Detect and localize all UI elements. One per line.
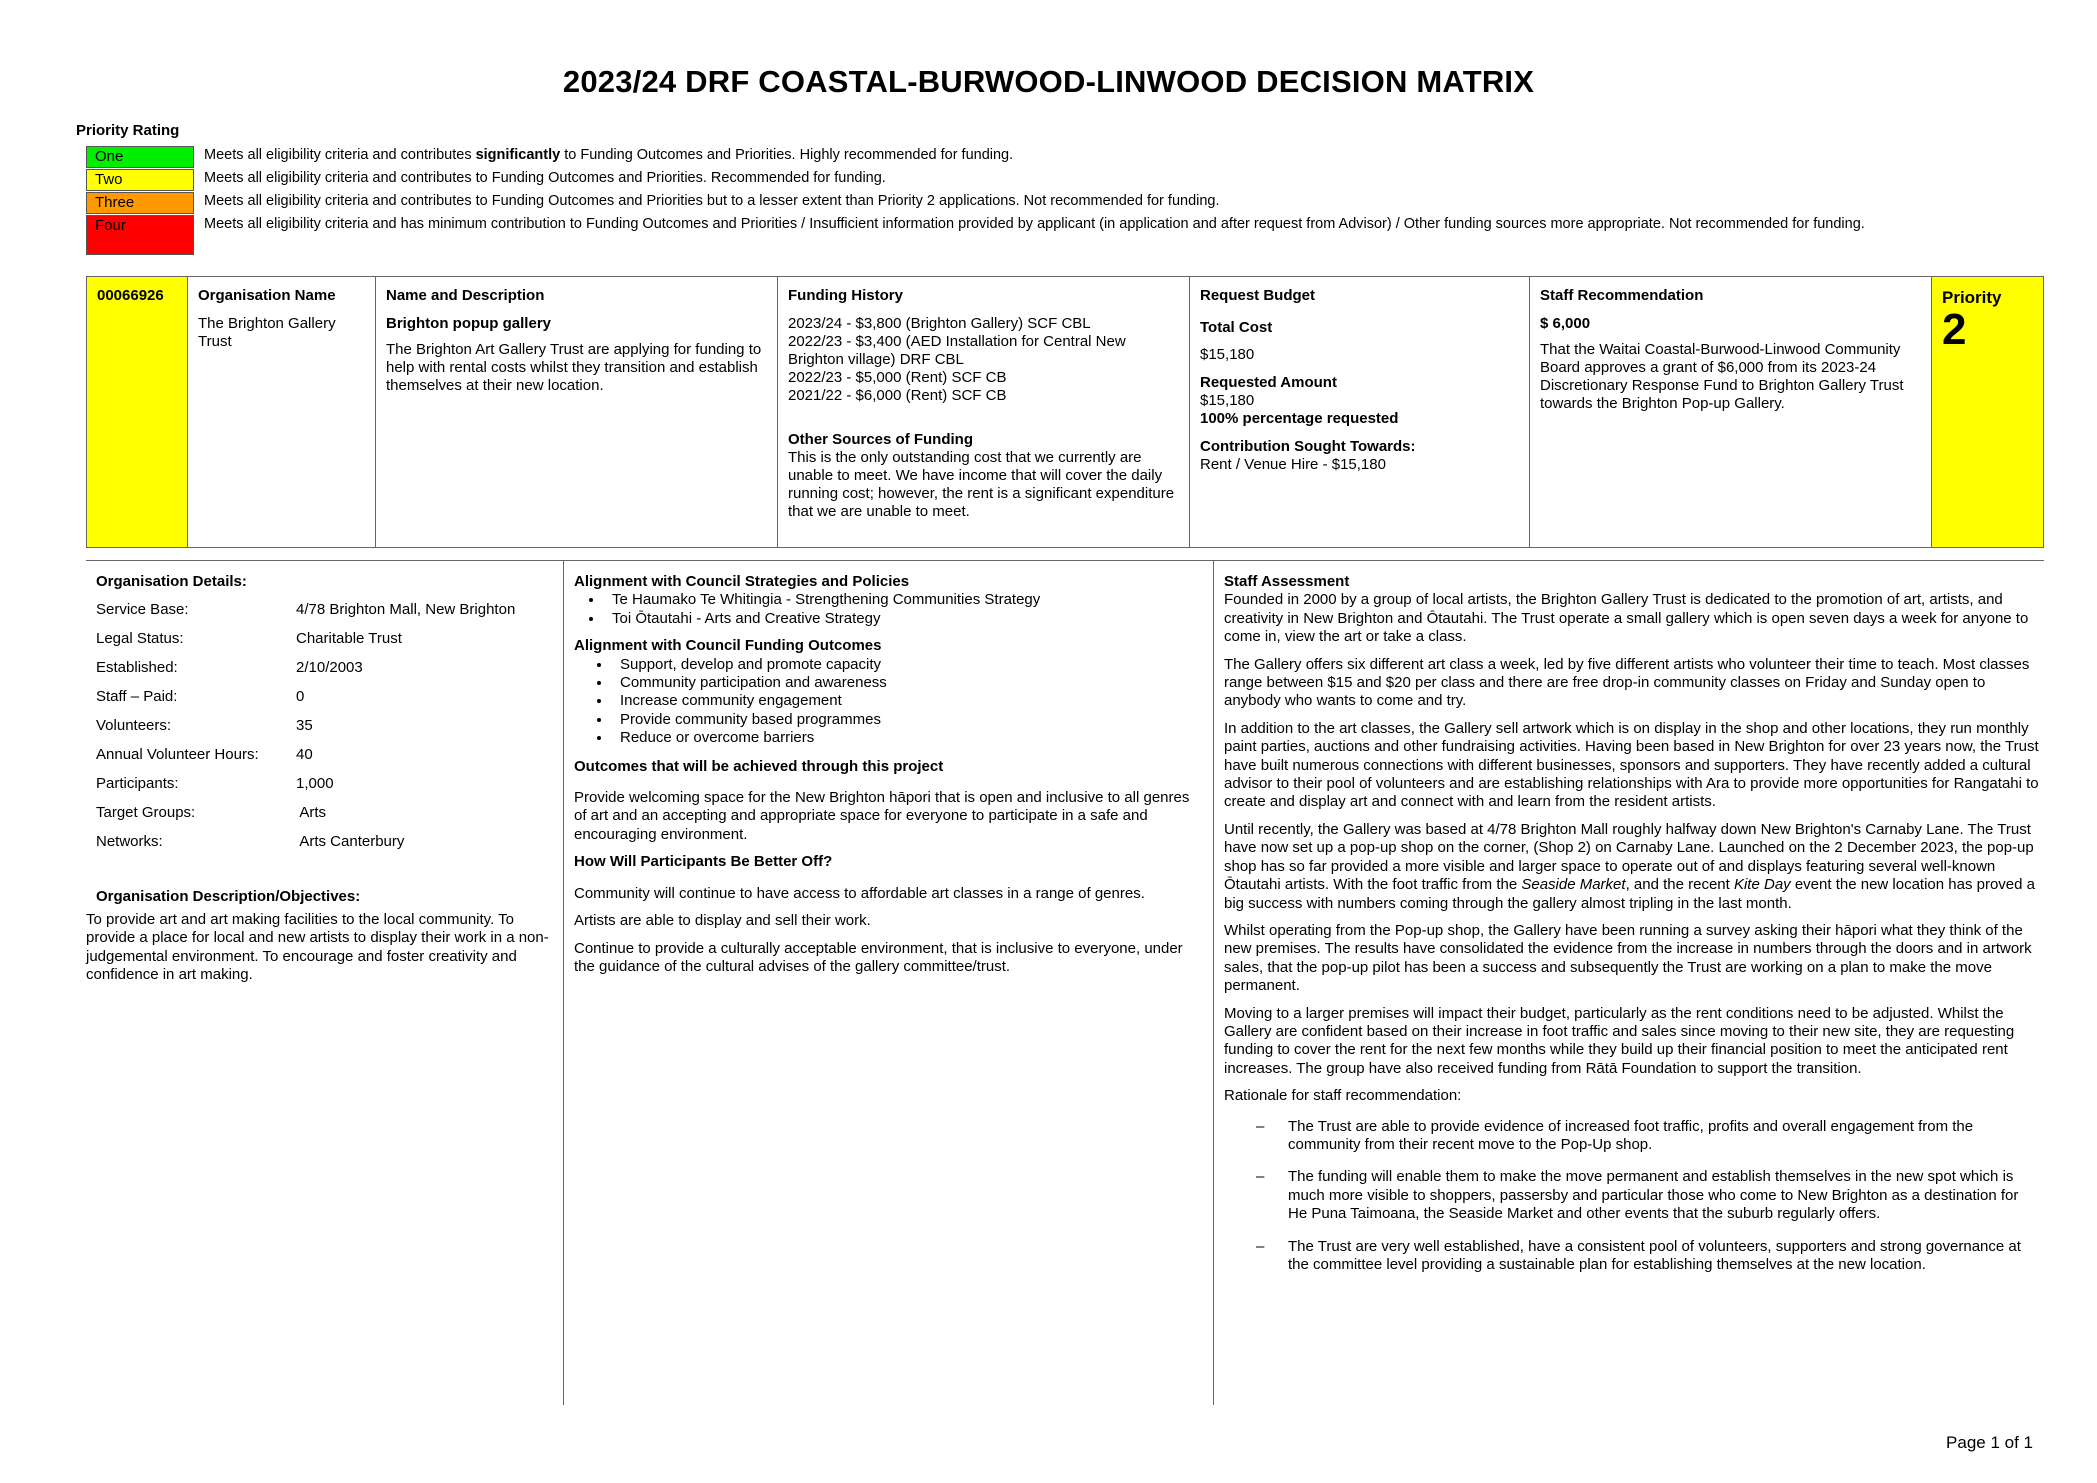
detail-key: Legal Status: — [96, 630, 184, 648]
organisation-name-heading: Organisation Name — [198, 287, 336, 304]
page-number: Page 1 of 1 — [1946, 1433, 2033, 1452]
funding-outcomes-list — [574, 656, 1205, 748]
priority-desc-three: Meets all eligibility criteria and contributes to Funding Outcomes and Priorities but to a lesser extent than Priority 2 applications. Not recommended for funding. — [204, 193, 1220, 209]
funding-history-item: 2021/22 - $6,000 (Rent) SCF CB — [788, 387, 1007, 404]
staff-assessment-heading: Staff Assessment — [1224, 573, 1350, 590]
total-cost-value: $15,180 — [1200, 346, 1255, 363]
organisation-details-heading: Organisation Details: — [96, 573, 247, 590]
funding-history-item: 2022/23 - $5,000 (Rent) SCF CB — [788, 369, 1007, 386]
better-off-item: Community will continue to have access to affordable art classes in a range of genres. — [574, 884, 1145, 902]
priority-label-three: Three — [86, 192, 194, 214]
detail-row-networks — [96, 833, 553, 862]
funding-outcomes-heading: Alignment with Council Funding Outcomes — [574, 637, 882, 655]
list-item: • Te Haumako Te Whitingia - Strengthening Communities Strategy — [604, 591, 1205, 609]
priority-heading: Priority — [1942, 288, 2002, 307]
requested-amount-value: $15,180 — [1200, 392, 1255, 409]
detail-row-legal-status — [96, 630, 553, 659]
detail-row-service-base — [96, 601, 553, 630]
priority-rating-row-four — [86, 215, 2036, 255]
staff-recommendation-heading: Staff Recommendation — [1540, 287, 1704, 304]
staff-assessment-paragraph: Moving to a larger premises will impact their budget, particularly as the rent conditions need to be adjusted. Whilst the Gallery are confident based on their increase in foot traffic and sales since moving to their new site, they are requesting funding to cover the rent for the next few months while they build up their financial position to meet the anticipated rent increases. The group have also received funding from Rātā Foundation to support the transition. — [1224, 1004, 2015, 1077]
detail-key: Networks: — [96, 833, 163, 851]
staff-assessment-paragraph: Until recently, the Gallery was based at 4/78 Brighton Mall roughly halfway down New Brighton's Carnaby Lane. The Trust have now set up a pop-up shop on the corner, (Shop 2) on Carnaby Lane. Launched on the 2 December 2023, the pop-up shop has so far provided a more visible and larger space to operate out of and displays featuring several well-known Ōtautahi artists. With the foot traffic from the Seaside Market, and the recent Kite Day event the new location has proved a big success with numbers coming through the gallery almost tripling in the last month. — [1224, 820, 2036, 912]
staff-assessment-paragraph: Whilst operating from the Pop-up shop, the Gallery have been running a survey asking their hāpori what they think of the new premises. The results have consolidated the evidence from the increase in numbers through the doors and in artwork sales, that the pop-up pilot has been a success and subsequently the Trust are working on a plan to make the move permanent. — [1224, 921, 2032, 995]
document-title: 2023/24 DRF COASTAL-BURWOOD-LINWOOD DECISION MATRIX — [562, 64, 1535, 99]
detail-value: Charitable Trust — [296, 630, 402, 648]
contribution-value: Rent / Venue Hire - $15,180 — [1200, 456, 1386, 473]
list-item: • Support, develop and promote capacity — [612, 656, 1205, 674]
list-item: • Provide community based programmes — [612, 711, 1205, 729]
name-description-heading: Name and Description — [386, 287, 545, 304]
priority-cell — [1932, 277, 2043, 547]
better-off-item: Continue to provide a culturally acceptable environment, that is inclusive to everyone, under the guidance of the cultural advises of the gallery committee/trust. — [574, 939, 1183, 975]
outcomes-achieved-text: Provide welcoming space for the New Brighton hāpori that is open and inclusive to all genres of art and an accepting and appropriate space for everyone to participate in a safe and encouraging environment. — [574, 789, 1190, 843]
detail-key: Annual Volunteer Hours: — [96, 746, 259, 764]
organisation-description-heading: Organisation Description/Objectives: — [96, 888, 361, 906]
detail-value: 2/10/2003 — [296, 659, 363, 677]
staff-assessment-column — [1213, 561, 2044, 1405]
assessment-section — [86, 560, 2044, 1405]
staff-recommendation-text: That the Waitai Coastal-Burwood-Linwood Community Board approves a grant of $6,000 from its 2023-24 Discretionary Response Fund to Brighton Gallery Trust towards the Brighton Pop-up Gallery. — [1540, 341, 1904, 412]
staff-assessment-paragraph: The Gallery offers six different art class a week, led by five different artists who volunteer their time to teach. Most classes range between $15 and $20 per class and there are free drop-in community classes on Friday and Sunday open to anybody who wants to come and try. — [1224, 655, 2030, 710]
priority-rating-row-one — [86, 146, 2036, 168]
detail-row-target-groups — [96, 804, 553, 833]
request-budget-heading: Request Budget — [1200, 287, 1316, 304]
priority-rating-row-three — [86, 192, 2036, 214]
contribution-label: Contribution Sought Towards: — [1200, 438, 1416, 455]
organisation-details-column — [86, 561, 563, 1405]
project-name: Brighton popup gallery — [386, 315, 551, 332]
rationale-list — [1224, 1118, 2040, 1275]
list-item: • Reduce or overcome barriers — [612, 729, 1205, 747]
detail-row-participants — [96, 775, 553, 804]
application-id: 00066926 — [97, 287, 164, 304]
detail-key: Service Base: — [96, 601, 189, 619]
rationale-item: – The funding will enable them to make the move permanent and establish themselves in the new spot which is much more visible to shoppers, passersby and particular those who come to New Brighton as a destination for He Puna Taimoana, the Seaside Market and other events that the suburb regularly offers. — [1224, 1168, 2040, 1223]
priority-desc-one: Meets all eligibility criteria and contributes significantly to Funding Outcomes and Priorities. Highly recommended for funding. — [204, 147, 1014, 163]
organisation-name: The Brighton Gallery Trust — [198, 315, 336, 350]
priority-rating-row-two — [86, 169, 2036, 191]
detail-row-volunteer-hours — [96, 746, 553, 775]
organisation-name-cell — [188, 277, 376, 547]
strategies-heading: Alignment with Council Strategies and Policies — [574, 573, 910, 590]
priority-desc-four: Meets all eligibility criteria and has minimum contribution to Funding Outcomes and Priorities / Insufficient information provided by applicant (in application and after request from Advisor) / Other funding sources more appropriate. Not recommended for funding. — [204, 216, 1865, 232]
detail-key: Target Groups: — [96, 804, 196, 822]
detail-value: 0 — [296, 688, 305, 706]
staff-recommendation-amount: $ 6,000 — [1540, 315, 1591, 332]
application-id-cell — [87, 277, 188, 547]
staff-recommendation-cell — [1530, 277, 1932, 547]
staff-assessment-paragraph: Founded in 2000 by a group of local artists, the Brighton Gallery Trust is dedicated to the promotion of art, artists, and creativity in New Brighton and Ōtautahi. The Trust operate a small gallery which is open seven days a week for anyone to come in, view the art or take a class. — [1224, 591, 2029, 646]
detail-key: Participants: — [96, 775, 179, 793]
better-off-item: Artists are able to display and sell their work. — [574, 912, 871, 930]
total-cost-label: Total Cost — [1200, 319, 1273, 336]
list-item: • Community participation and awareness — [612, 674, 1205, 692]
outcomes-achieved-heading: Outcomes that will be achieved through this project — [574, 757, 944, 775]
application-summary-table — [86, 276, 2044, 548]
funding-history-cell — [778, 277, 1190, 547]
detail-row-established — [96, 659, 553, 688]
list-item: • Increase community engagement — [612, 692, 1205, 710]
priority-desc-two: Meets all eligibility criteria and contributes to Funding Outcomes and Priorities. Recommended for funding. — [204, 170, 886, 186]
organisation-description: To provide art and art making facilities to the local community. To provide a place for local and new artists to display their work in a non-judgemental environment. To encourage and foster creativity and confidence in art making. — [86, 910, 549, 984]
priority-label-one: One — [86, 146, 194, 168]
alignment-column — [563, 561, 1213, 1405]
better-off-heading: How Will Participants Be Better Off? — [574, 853, 833, 871]
priority-label-four: Four — [86, 215, 194, 255]
detail-value: 1,000 — [296, 775, 334, 793]
detail-value: 40 — [296, 746, 313, 764]
detail-value: Arts — [296, 804, 327, 822]
priority-rating-heading: Priority Rating — [76, 122, 180, 139]
rationale-heading: Rationale for staff recommendation: — [1224, 1087, 1462, 1105]
percentage-requested: 100% percentage requested — [1200, 410, 1399, 427]
list-item: • Toi Ōtautahi - Arts and Creative Strategy — [604, 610, 1205, 628]
rationale-item: – The Trust are very well established, have a consistent pool of volunteers, supporters and strong governance at the committee level providing a sustainable plan for establishing themselves at the new location. — [1224, 1238, 2040, 1275]
request-budget-cell — [1190, 277, 1530, 547]
detail-row-staff-paid — [96, 688, 553, 717]
rationale-item: – The Trust are able to provide evidence of increased foot traffic, profits and overall engagement from the community from their recent move to the Pop-Up shop. — [1224, 1118, 2040, 1155]
other-sources-text: This is the only outstanding cost that we currently are unable to meet. We have income that will cover the daily running cost; however, the rent is a significant expenditure that we are unable to meet. — [788, 449, 1175, 520]
strategies-list — [574, 591, 1205, 628]
priority-label-two: Two — [86, 169, 194, 191]
requested-amount-label: Requested Amount — [1200, 374, 1337, 391]
detail-row-volunteers — [96, 717, 553, 746]
detail-value: 35 — [296, 717, 313, 735]
project-description: The Brighton Art Gallery Trust are applying for funding to help with rental costs whilst they transition and establish themselves at their new location. — [386, 341, 762, 394]
funding-history-item: 2022/23 - $3,400 (AED Installation for Central New Brighton village) DRF CBL — [788, 333, 1126, 368]
detail-key: Volunteers: — [96, 717, 172, 735]
detail-key: Established: — [96, 659, 178, 677]
detail-key: Staff – Paid: — [96, 688, 178, 706]
funding-history-item: 2023/24 - $3,800 (Brighton Gallery) SCF CBL — [788, 315, 1091, 332]
detail-value: Arts Canterbury — [296, 833, 405, 851]
name-description-cell — [376, 277, 778, 547]
priority-value: 2 — [1942, 305, 1967, 354]
other-sources-heading: Other Sources of Funding — [788, 431, 974, 448]
detail-value: 4/78 Brighton Mall, New Brighton — [296, 601, 516, 619]
funding-history-heading: Funding History — [788, 287, 903, 304]
staff-assessment-paragraph: In addition to the art classes, the Gallery sell artwork which is on display in the shop and other locations, they run monthly paint parties, auctions and other fundraising activities. Having been based in New Brighton for over 23 years now, the Trust have built numerous connections with different businesses, sponsors and supporters. They have recently added a cultural advisor to their pool of volunteers and are establishing relationships with Ara to provide more opportunities for Rangatahi to create and display art and connect with and learn from the resident artists. — [1224, 719, 2039, 811]
